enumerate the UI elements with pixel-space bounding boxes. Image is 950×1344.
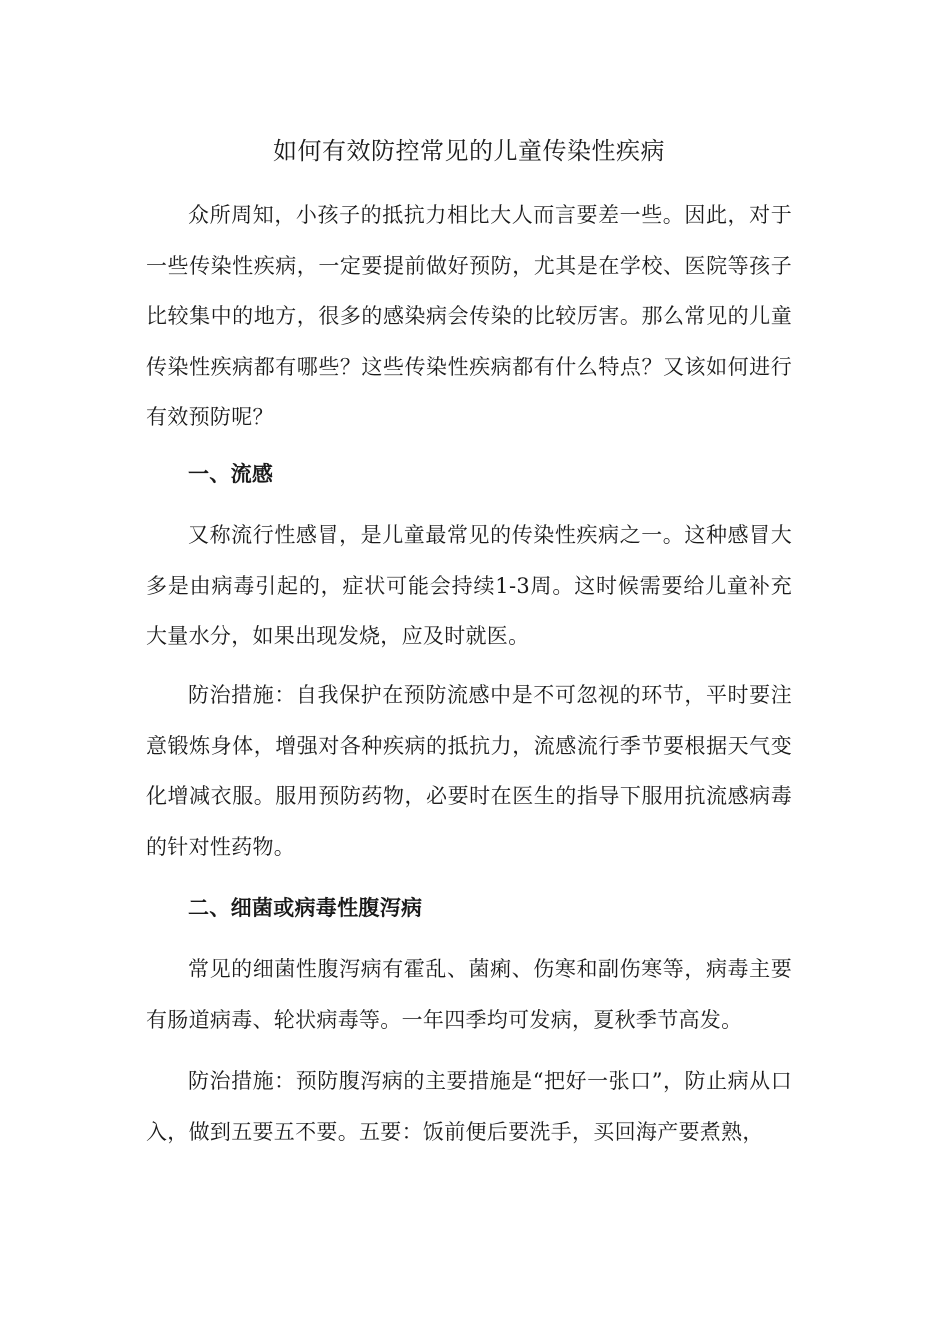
intro-paragraph: 众所周知，小孩子的抵抗力相比大人而言要差一些。因此，对于一些传染性疾病，一定要提前做好预防，尤其是在学校、医院等孩子比较集中的地方，很多的感染病会传染的比较厉害。那么常见的儿童传染性疾病都有哪些？这些传染性疾病都有什么特点？又该如何进行有效预防呢？: [146, 203, 792, 429]
diarrhea-description-paragraph: 常见的细菌性腹泻病有霍乱、菌痢、伤寒和副伤寒等，病毒主要有肠道病毒、轮状病毒等。一年四季均可发病，夏秋季节高发。: [146, 957, 792, 1032]
section-heading-flu: 一、流感: [188, 461, 274, 486]
diarrhea-prevention-paragraph: 防治措施：预防腹泻病的主要措施是“把好一张口”，防止病从口入，做到五要五不要。五要：饭前便后要洗手，买回海产要煮熟，: [146, 1069, 792, 1144]
section-heading-diarrhea: 二、细菌或病毒性腹泻病: [188, 895, 423, 920]
document-title: 如何有效防控常见的儿童传染性疾病: [273, 137, 665, 165]
flu-description-paragraph: 又称流行性感冒，是儿童最常见的传染性疾病之一。这种感冒大多是由病毒引起的，症状可能会持续1-3周。这时候需要给儿童补充大量水分，如果出现发烧，应及时就医。: [146, 523, 792, 648]
flu-prevention-paragraph: 防治措施：自我保护在预防流感中是不可忽视的环节，平时要注意锻炼身体，增强对各种疾病的抵抗力，流感流行季节要根据天气变化增减衣服。服用预防药物，必要时在医生的指导下服用抗流感病毒的针对性药物。: [146, 683, 792, 859]
